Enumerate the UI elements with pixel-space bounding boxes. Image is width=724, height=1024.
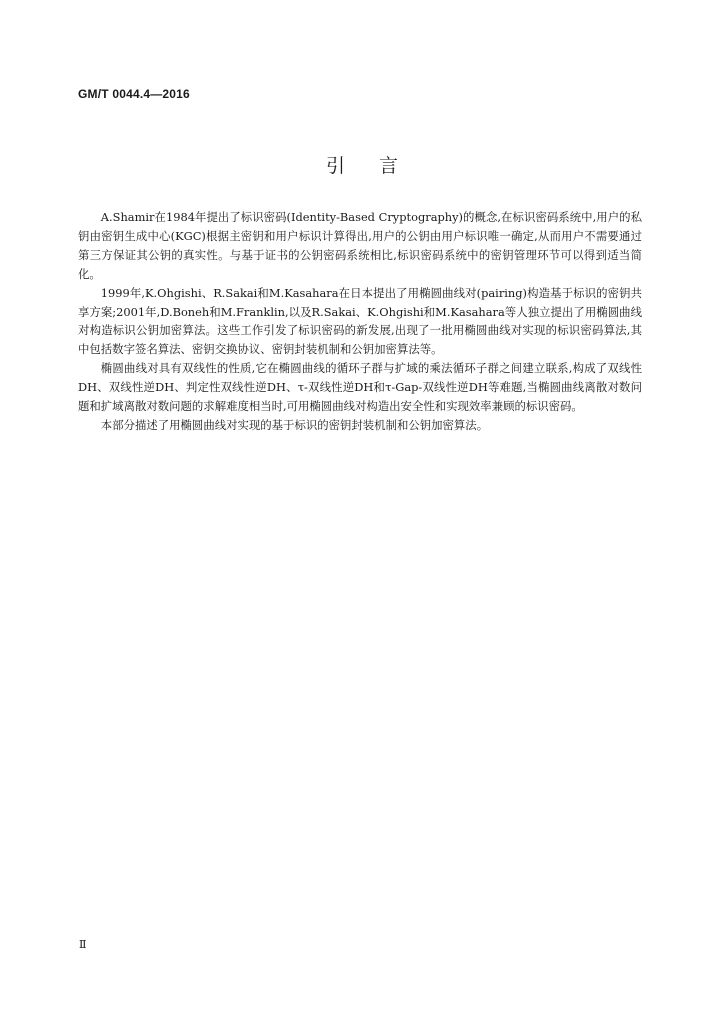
- paragraph-4: 本部分描述了用椭圆曲线对实现的基于标识的密钥封装机制和公钥加密算法。: [100, 417, 489, 432]
- page-title: 引言: [325, 155, 432, 177]
- body-text: [78, 208, 642, 435]
- standard-code: GM/T 0044.4—2016: [78, 87, 190, 101]
- paragraph-3: 椭圆曲线对具有双线性的性质,它在椭圆曲线的循环子群与扩域的乘法循环子群之间建立联系,构成了双线性DH、双线性逆DH、判定性双线性逆DH、τ-双线性逆DH和τ-Gap-双线性逆DH等难题,当椭圆曲线离散对数问题和扩域离散对数问题的求解难度相当时,可用椭圆曲线对构造出安全性和实现效率兼顾的标识密码。: [78, 361, 642, 414]
- page-number: Ⅱ: [79, 938, 87, 951]
- paragraph-1: A.Shamir在1984年提出了标识密码(Identity-Based Cryptography)的概念,在标识密码系统中,用户的私钥由密钥生成中心(KGC)根据主密钥和用户标识计算得出,用户的公钥由用户标识唯一确定,从而用户不需要通过第三方保证其公钥的真实性。与基于证书的公钥密码系统相比,标识密码系统中的密钥管理环节可以得到适当简化。: [78, 210, 642, 281]
- paragraph-2: 1999年,K.Ohgishi、R.Sakai和M.Kasahara在日本提出了用椭圆曲线对(pairing)构造基于标识的密钥共享方案;2001年,D.Boneh和M.Franklin,以及R.Sakai、K.Ohgishi和M.Kasahara等人独立提出了用椭圆曲线对构造标识公钥加密算法。这些工作引发了标识密码的新发展,出现了一批用椭圆曲线对实现的标识密码算法,其中包括数字签名算法、密钥交换协议、密钥封装机制和公钥加密算法等。: [78, 285, 642, 357]
